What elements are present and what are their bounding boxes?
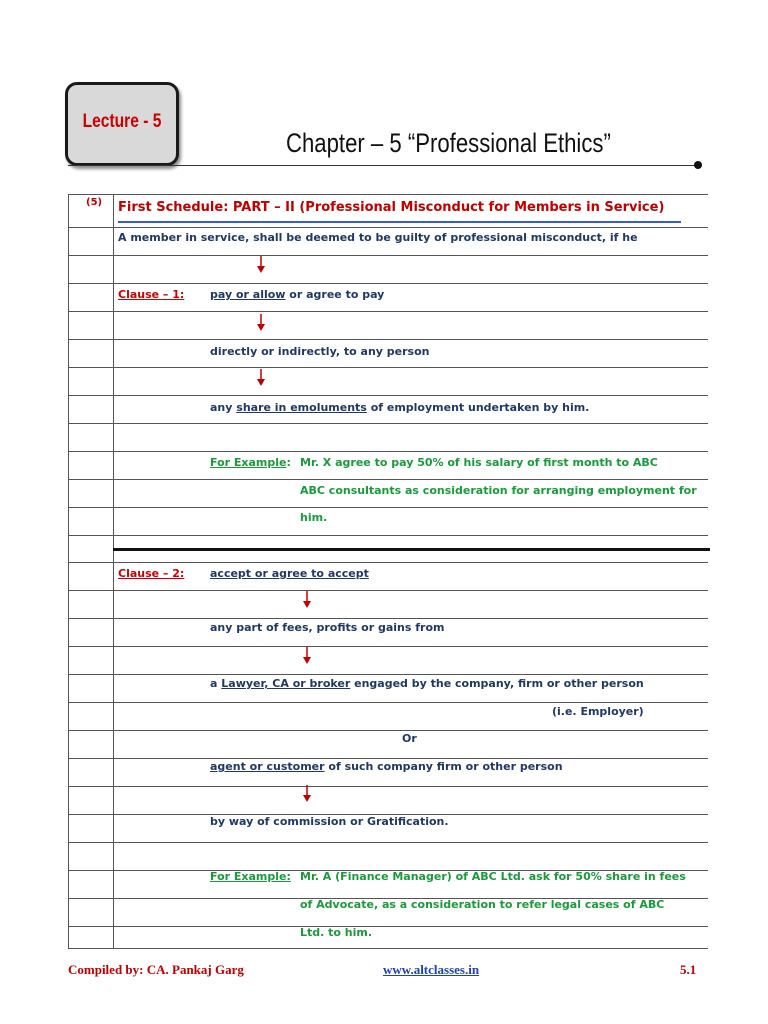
clause-1-example-line-2: ABC consultants as consideration for arranging employment for: [300, 484, 697, 497]
clause-1-example-line-3: him.: [300, 511, 328, 524]
clause-2-lawyer-ca-broker: Lawyer, CA or broker: [221, 677, 351, 690]
down-arrow-icon: [302, 647, 312, 665]
table-rule: [68, 339, 708, 340]
table-rule: [68, 590, 708, 591]
lecture-label: Lecture - 5: [82, 111, 162, 132]
clause-1-example-line-1: Mr. X agree to pay 50% of his salary of first month to ABC: [300, 456, 658, 469]
clause-2-agent-or-customer: agent or customer: [210, 760, 325, 773]
clause-1-line-3-suffix: of employment undertaken by him.: [366, 401, 590, 414]
table-rule: [68, 311, 708, 312]
footer-compiled-by: Compiled by: CA. Pankaj Garg: [68, 962, 244, 977]
footer-website-link[interactable]: www.altclasses.in: [383, 962, 480, 977]
clause-1-line-1: [210, 288, 384, 301]
clause-1-example-colon: :: [286, 456, 291, 469]
intro-line: A member in service, shall be deemed to be guilty of professional misconduct, if he: [118, 231, 638, 244]
clause-2-line-3-prefix: a: [210, 677, 222, 690]
clause-1-line-3-prefix: any: [210, 401, 237, 414]
clause-2-line-5-suffix: of such company firm or other person: [324, 760, 563, 773]
table-rule: [68, 786, 708, 787]
table-rule: [68, 562, 708, 563]
clause-2-label: Clause – 2:: [118, 567, 185, 580]
table-rule: [68, 367, 708, 368]
table-rule: [68, 646, 708, 647]
table-left-border: [68, 194, 69, 948]
table-rule: [68, 926, 708, 927]
clause-2-or: Or: [402, 732, 417, 745]
clause-2-line-3: [210, 677, 644, 690]
table-rule: [68, 702, 708, 703]
down-arrow-icon: [302, 591, 312, 609]
table-rule: [68, 194, 708, 195]
clause-2-example-line-1: Mr. A (Finance Manager) of ABC Ltd. ask for 50% share in fees: [300, 870, 686, 883]
lecture-badge: [65, 82, 179, 166]
clause-2-example-line-2: of Advocate, as a consideration to refer legal cases of ABC: [300, 898, 665, 911]
chapter-title: Chapter – 5 “Professional Ethics”: [286, 128, 611, 158]
table-rule: [68, 507, 708, 508]
clause-2-employer-note: (i.e. Employer): [552, 705, 644, 718]
table-rule: [68, 227, 708, 228]
title-rule-dot: [694, 161, 702, 169]
clause-1-example-text: For Example: [210, 456, 287, 469]
footer-page-number: 5.1: [680, 962, 697, 977]
section-heading: First Schedule: PART – II (Professional Misconduct for Members in Service): [118, 200, 665, 215]
table-rule: [68, 758, 708, 759]
clause-2-line-5: [210, 760, 563, 773]
clause-1-line-3: [210, 401, 589, 414]
section-separator: [113, 548, 710, 551]
clause-2-line-2: any part of fees, profits or gains from: [210, 621, 445, 634]
down-arrow-icon: [256, 369, 266, 387]
clause-1-pay-or-allow: pay or allow: [210, 288, 286, 301]
table-rule: [68, 451, 708, 452]
clause-1-share-in-emoluments: share in emoluments: [236, 401, 367, 414]
section-number: (5): [86, 197, 103, 208]
table-rule: [68, 255, 708, 256]
down-arrow-icon: [256, 256, 266, 274]
down-arrow-icon: [256, 314, 266, 332]
clause-2-line-6: by way of commission or Gratification.: [210, 815, 449, 828]
clause-2-example-line-3: Ltd. to him.: [300, 926, 373, 939]
clause-1-label: Clause – 1:: [118, 288, 185, 301]
table-rule: [68, 730, 708, 731]
clause-1-agree-to-pay: or agree to pay: [285, 288, 385, 301]
clause-2-example-label: For Example:: [210, 870, 291, 883]
clause-1-line-2: directly or indirectly, to any person: [210, 345, 430, 358]
clause-2-line-3-suffix: engaged by the company, firm or other person: [350, 677, 644, 690]
title-rule: [68, 165, 698, 166]
table-rule: [68, 535, 708, 536]
clause-1-example-label: [210, 456, 291, 469]
clause-2-line-1: accept or agree to accept: [210, 567, 369, 580]
table-column-divider: [113, 194, 114, 948]
table-rule: [68, 283, 708, 284]
table-rule: [68, 842, 708, 843]
table-rule: [68, 674, 708, 675]
table-rule: [68, 423, 708, 424]
table-rule: [68, 395, 708, 396]
table-rule: [68, 618, 708, 619]
down-arrow-icon: [302, 785, 312, 803]
table-rule: [68, 479, 708, 480]
section-heading-underline: [118, 221, 681, 223]
table-rule: [68, 948, 708, 949]
